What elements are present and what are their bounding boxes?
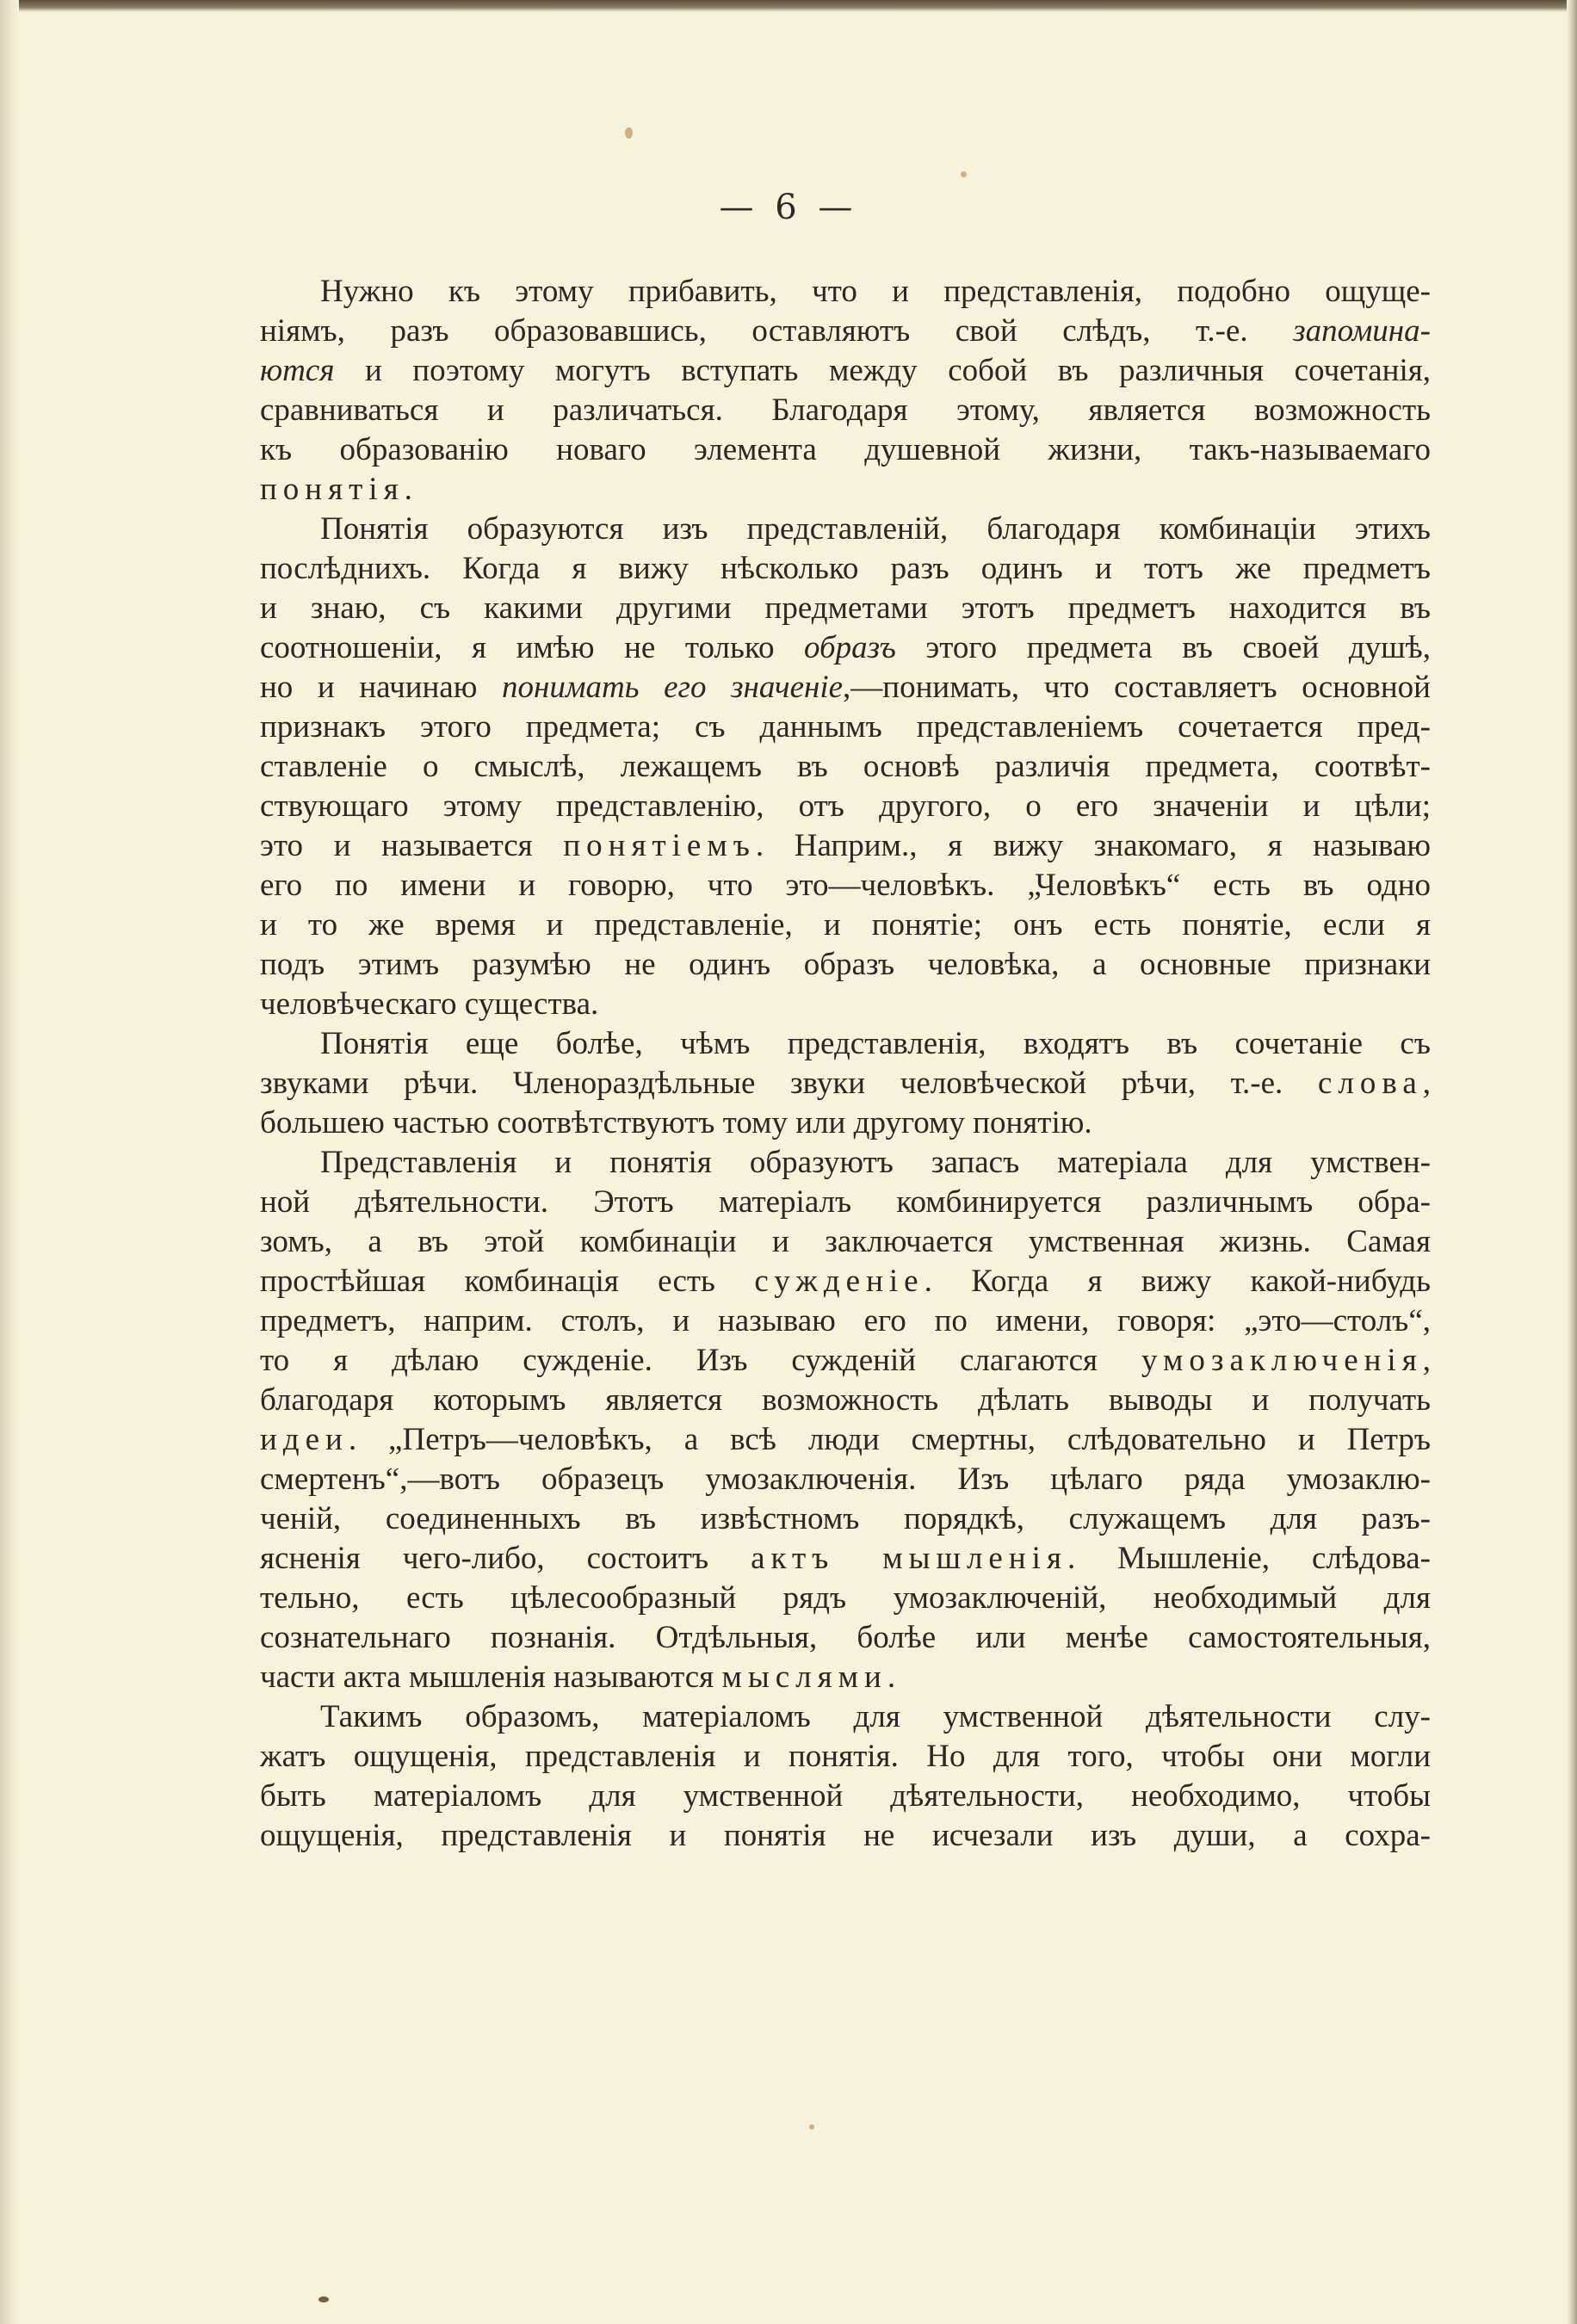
text-line: его по имени и говорю, что это—человѣкъ. „Человѣкъ“ есть въ одно: [260, 868, 1431, 903]
text-line: зомъ, а въ этой комбинаціи и заключается умственная жизнь. Самая: [260, 1224, 1431, 1259]
text-line: сознательнаго познанія. Отдѣльныя, болѣе или менѣе самостоятельныя,: [260, 1620, 1431, 1655]
text-line: ощущенія, представленія и понятія не исчезали изъ души, а сохра-: [260, 1818, 1431, 1853]
text-line: Понятія образуются изъ представленій, благодаря комбинаціи этихъ: [320, 511, 1431, 547]
text-line: ной дѣятельности. Этотъ матеріалъ комбинируется различнымъ обра-: [260, 1184, 1431, 1220]
text-line: Представленія и понятія образуютъ запасъ матеріала для умствен-: [320, 1145, 1431, 1180]
paper-speck: [625, 127, 633, 139]
text-line: звуками рѣчи. Членораздѣльные звуки человѣческой рѣчи, т.-е. слова,: [260, 1066, 1431, 1101]
text-line: смертенъ“,—вотъ образецъ умозаключенія. Изъ цѣлаго ряда умозаклю-: [260, 1462, 1431, 1497]
paper-speck: [809, 2124, 814, 2129]
text-line: и то же время и представленіе, и понятіе; онъ есть понятіе, если я: [260, 907, 1431, 943]
page-edge-left: [0, 0, 19, 2324]
text-line: это и называется понятіемъ. Наприм., я вижу знакомаго, я называю: [260, 828, 1432, 863]
text-line: ставленіе о смыслѣ, лежащемъ въ основѣ различія предмета, соотвѣт-: [260, 749, 1431, 784]
text-line: то я дѣлаю сужденіе. Изъ сужденій слагаются умозаключенія,: [260, 1343, 1431, 1378]
paragraph: [260, 510, 1431, 1024]
paper-speck: [318, 2296, 329, 2302]
text-line: жатъ ощущенія, представленія и понятія. Но для того, чтобы они могли: [260, 1739, 1431, 1774]
text-line: ніямъ, разъ образовавшись, оставляютъ свой слѣдъ, т.-е. запомина-: [260, 313, 1431, 349]
text-line: Понятія еще болѣе, чѣмъ представленія, входятъ въ сочетаніе съ: [320, 1026, 1431, 1061]
paragraph: [260, 1024, 1431, 1143]
text-line: человѣческаго существа.: [260, 986, 599, 1022]
text-line: и знаю, съ какими другими предметами этотъ предметъ находится въ: [260, 590, 1431, 626]
paper-speck: [961, 171, 967, 177]
text-line: сравниваться и различаться. Благодаря этому, является возможность: [260, 392, 1431, 428]
text-line: предметъ, наприм. столъ, и называю его по имени, говоря: „это—столъ“,: [260, 1303, 1431, 1338]
text-line: идеи. „Петръ—человѣкъ, а всѣ люди смертны, слѣдовательно и Петръ: [260, 1422, 1431, 1457]
text-line: признакъ этого предмета; съ даннымъ представленіемъ сочетается пред-: [260, 709, 1431, 745]
text-line: благодаря которымъ является возможность дѣлать выводы и получать: [260, 1382, 1431, 1418]
paragraph: [260, 1143, 1431, 1697]
text-line: Такимъ образомъ, матеріаломъ для умственной дѣятельности слу-: [320, 1699, 1431, 1734]
paragraph: [260, 1697, 1431, 1856]
page-number: — 6 —: [719, 188, 858, 227]
paragraph: [260, 272, 1431, 510]
text-line: но и начинаю понимать его значеніе,—понимать, что составляетъ основной: [260, 670, 1431, 705]
text-line: послѣднихъ. Когда я вижу нѣсколько разъ одинъ и тотъ же предметъ: [260, 551, 1431, 586]
text-line: быть матеріаломъ для умственной дѣятельности, необходимо, чтобы: [260, 1778, 1431, 1814]
text-line: ствующаго этому представленію, отъ другого, о его значеніи и цѣли;: [260, 788, 1431, 824]
text-line: простѣйшая комбинація есть сужденіе. Когда я вижу какой-нибудь: [260, 1264, 1432, 1299]
text-line: подъ этимъ разумѣю не одинъ образъ человѣка, а основные признаки: [260, 947, 1431, 982]
text-line: ченій, соединенныхъ въ извѣстномъ порядкѣ, служащемъ для разъ-: [260, 1501, 1431, 1536]
text-line: тельно, есть цѣлесообразный рядъ умозаключеній, необходимый для: [260, 1580, 1431, 1616]
text-line: большею частью соотвѣтствуютъ тому или другому понятію.: [260, 1105, 1092, 1140]
text-line: понятія.: [260, 472, 418, 507]
text-line: ются и поэтому могутъ вступать между собой въ различныя сочетанія,: [260, 353, 1431, 388]
text-line: соотношеніи, я имѣю не только образъ этого предмета въ своей душѣ,: [260, 630, 1431, 665]
page-edge-right: [1567, 0, 1577, 2324]
page-edge-top: [0, 0, 1577, 12]
text-line: ясненія чего-либо, состоитъ актъ мышленія. Мышленіе, слѣдова-: [260, 1541, 1431, 1576]
text-line: Нужно къ этому прибавить, что и представленія, подобно ощуще-: [320, 274, 1431, 309]
text-line: къ образованію новаго элемента душевной жизни, такъ-называемаго: [260, 432, 1431, 467]
text-line: части акта мышленія называются мыслями.: [260, 1660, 896, 1695]
text-body: [260, 272, 1431, 1856]
